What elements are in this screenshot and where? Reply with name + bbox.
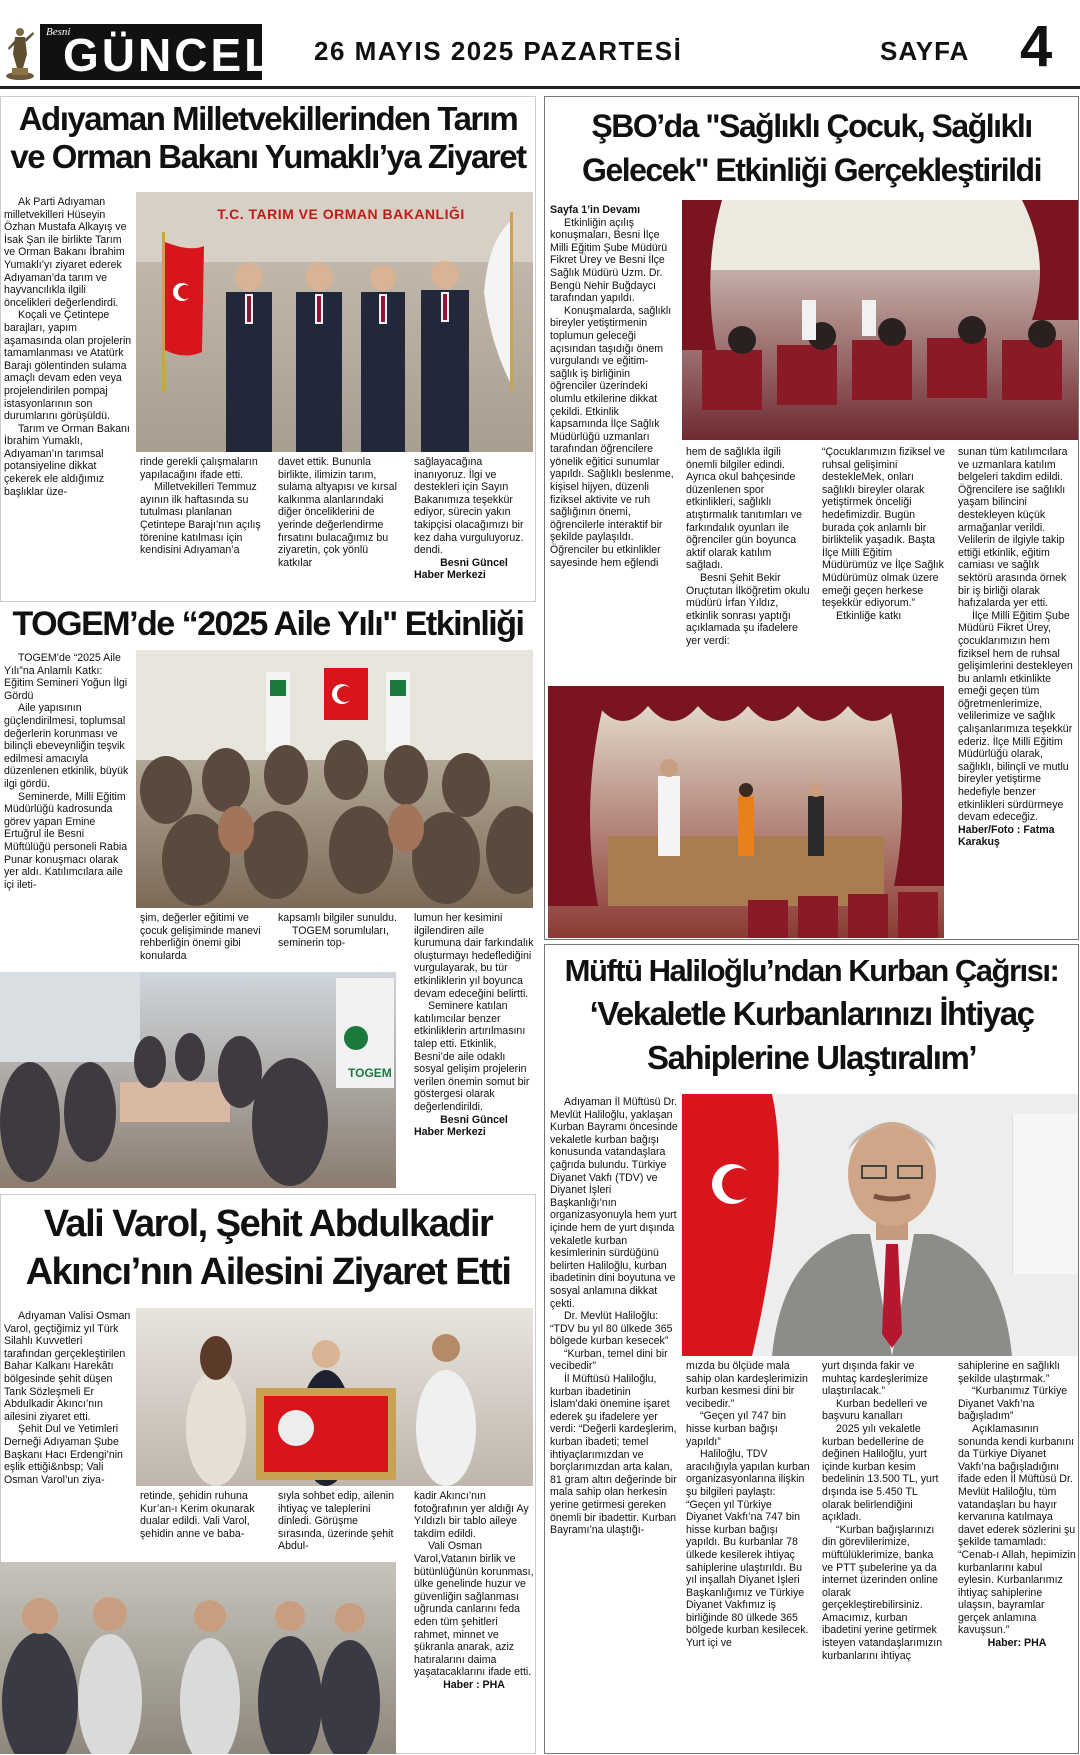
turkish-flag-left [160, 232, 206, 392]
article2-col2: şim, değerler eğitimi ve çocuk gelişiminde manevi rehberliğin önemi gibi konularda [140, 912, 261, 962]
officials-group [216, 242, 476, 452]
article4-byline: Haber/Foto : Fatma Karakuş [958, 823, 1055, 849]
brand-title: GÜNCEL [63, 29, 276, 81]
article1-byline-2: Haber Merkezi [414, 569, 486, 582]
stage-curtain-left-2 [548, 686, 608, 906]
article2-title: TOGEM’de “2025 Aile Yılı" Etkinliği [12, 605, 524, 643]
article3-byline: Haber : PHA [443, 1678, 505, 1691]
article4-continued: Sayfa 1’in Devamı [550, 204, 641, 216]
article1-col1: Ak Parti Adıyaman milletvekilleri Hüseyin Özhan Mustafa Alkayış ve İsak Şan ile birlikte Tarım ve Orman Bakanı İbrahim Yumaklı’yı ziyaret ederek Adıyaman’da tarım ve hayvancılıkla ilgili öncelikleri değerlendirdi. Koçali ve Çetintepe barajları, yapım aşamasında olan projelerin tamamlanması ve Atatürk Barajı gölentinden sulama amaçlı devam eden veya projelendirilen pompaj istasyonlarının son durumlarını görüşüldü. Tarım ve Orman Bakanı İbrahim Yumaklı, Adıyaman’ın tarımsal potansiyeline dikkat çekerek ele aldığımız başlıklar üze- [4, 196, 132, 498]
article4-photo-classroom [682, 200, 1078, 440]
article5-title-3: Sahiplerine Ulaştıralım’ [647, 1039, 976, 1076]
article5-col3: yurt dışında fakir ve muhtaç kardeşlerimize ulaştırılacak.” Kurban bedelleri ve başvuru kanalları 2025 yılı vekaletle kurban bedellerine de değinen Haliloğlu, yurt içinde kurban kesim bedelinin 13.500 TL, yurt dışında ise 5.450 TL olarak belirlendiğini açıkladı. “Kurban bağışlarınızı din görevlilerimize, müftülüklerimize, banka ve PTT şubelerine ya da internet üzerinden online olarak gerçekleştirebilirsiniz. Amacımız, kurban ibadetini yerine getirmek isteyen vatandaşlarımızın kurbanlarını ihtiyaç [822, 1360, 943, 1662]
masthead-rule [0, 86, 1080, 89]
article2-col1: TOGEM’de “2025 Aile Yılı”na Anlamlı Katkı: Eğitim Semineri Yoğun İlgi Gördü Aile yapısının güçlendirilmesi, toplumsal değerlerin korunması ve bilinçli ebeveynliğin teşvik edilmesi amacıyla düzenlenen etkinlik, büyük ilgi gördü. Seminerde, Milli Eğitim Müdürlüğü kadrosunda görev yapan Emine Ertuğrul ile Besni Müftülüğü personeli Rabia Punar konuşmacı olarak yer aldı. Katılımcılara aile içi ileti- [4, 652, 129, 891]
article2-byline-2: Haber Merkezi [414, 1126, 486, 1139]
brand-small: Besni [46, 26, 71, 38]
issue-date: 26 MAYIS 2025 PAZARTESİ [314, 36, 683, 66]
article4-col1: Sayfa 1’in Devamı Etkinliğin açılış konuşmaları, Besni İlçe Milli Eğitim Şube Müdürü Fikret Ürey ve Besni İlçe Sağlık Müdürü Uzm. Dr. Bengü Nehir Buğdaycı tarafından yapıldı. Konuşmalarda, sağlıklı bireyler yetiştirmenin toplumun geleceği açısından taşıdığı önem vurgulandı ve eğitim- sağlık iş birliğinin öğrenciler üzerindeki olumlu etkilerine dikkat çekildi. Etkinlik kapsamında İlçe Sağlık Müdürlüğü uzmanları tarafından öğrencilere yönelik eğitici sunumlar yapıldı. Sağlıklı beslenme, kişisel hijyen, düzenli fiziksel aktivite ve ruh sağlığının önemi, öğrencilerle interaktif bir şekilde paylaşıldı. Öğrenciler bu etkinlikler sayesinde hem eğlendi [550, 204, 678, 682]
article3-col4: kadir Akıncı’nın fotoğrafının yer aldığı Ay Yıldızlı bir tablo aileye takdim edildi. Vali Osman Varol,Vatanın birlik ve bütünlüğünün korunması, ülke genelinde huzur ve güvenliğin sağlanması uğrunda canlarını feda eden tüm şehitleri rahmet, minnet ve şükranla anarak, aziz hatıralarını daima yaşatacaklarını ifade etti. Haber : PHA [414, 1490, 534, 1691]
handshake-crowd [0, 1572, 396, 1754]
article3-title: Vali Varol, Şehit Abdulkadir Akıncı’nın Ailesini Ziyaret Etti [25, 1203, 511, 1293]
turkish-flag-center [324, 668, 368, 720]
mufti-portrait [752, 1104, 1032, 1356]
article3-col1: Adıyaman Valisi Osman Varol, geçtiğimiz yıl Türk Silahlı Kuvvetleri tarafından gerçekleştirilen Bahar Kalkanı Harekâtı bölgesinde şehit düşen Tank Sözleşmeli Er Abdulkadir Akıncı’nın ailesini ziyaret etti. Şehit Dul ve Yetimleri Derneği Adıyaman Şube Başkanı Hacı Erdengi’nin eşlik ettiği&nbsp; Vali Osman Varol’un ziya- [4, 1310, 131, 1486]
article5-col4: sahiplerine en sağlıklı şekilde ulaştırmak.” “Kurbanımız Türkiye Diyanet Vakfı’na bağışladım” Açıklamasının sonunda kendi kurbanını da Türkiye Diyanet Vakfı’na bağışladığını ifade eden İl Müftüsü Dr. Mevlüt Haliloğlu, tüm vatandaşları bu hayır kervanına katılmaya davet ederek sözlerini şu şekilde tamamladı: “Cenab-ı Allah, hepimizin kurbanlarını kabul eylesin. Kurbanlarımız ihtiyaç sahiplerine ulaşsın, bayramlar gerçek anlamına kavuşsun.” Haber: PHA [958, 1360, 1076, 1650]
article1-photo [136, 192, 533, 452]
article3-col3: sıyla sohbet edip, ailenin ihtiyaç ve taleplerini dinledi. Görüşme sırasında, üzerinde şehit Abdul- [278, 1490, 395, 1553]
dining-women [0, 1002, 340, 1188]
article2-byline: Besni Güncel [440, 1113, 508, 1126]
article4-col4: sunan tüm katılımcılara ve uzmanlara katılım belgeleri takdim edildi. Öğrencilere ise sağlıklı yaşam bilincini destekleyen küçük armağanlar verildi. Velilerin de ilgiyle takip ettiği etkinlik, eğitim camiası ve sağlık sektörü arasında örnek bir iş birliği olarak hafızalarda yer etti. İlçe Milli Eğitim Şube Müdürü Fikret Ürey, çocuklarımızın hem fiziksel hem de ruhsal gelişimlerini destekleyen bu anlamlı etkinlikte emeği geçen tüm öğretmenlerimize, velilerimize ve sağlık çalışanlarımıza teşekkür ederiz. İlçe Milli Eğitim Müdürlüğü olarak, sağlıklı, bilinçli ve mutlu bireyler yetiştirme hedefiyle benzer etkinlikleri sürdürmeye devam edeceğiz. Haber/Foto : Fatma Karakuş [958, 446, 1076, 936]
page-label: SAYFA [880, 36, 970, 66]
article2-col3: kapsamlı bilgiler sunuldu. TOGEM sorumluları, seminerin top- [278, 912, 397, 950]
article1-col4: sağlayacağına inanıyoruz. İlgi ve destekleri için Sayın Bakanımıza teşekkür ediyor, sürecin yakın takipçisi olacağımızı bir kez daha vurguluyoruz. dendi. Besni Güncel Haber Merkezi [414, 456, 534, 598]
family-group [176, 1318, 506, 1486]
ministry-sign: T.C. TARIM VE ORMAN BAKANLIĞI [217, 206, 465, 222]
article4-col2: hem de sağlıkla ilgili önemli bilgiler edindi. Ayrıca okul bahçesinde düzenlenen spor etkinlikleri, sağlıklı atıştırmalık tanıtımları ve farkındalık oyunları ile öğrenciler gün boyunca aktif olarak katılım sağladı. Besni Şehit Bekir Oruçtutan İlköğretim okulu müdürü İrfan Yıldız, etkinlik sonrası yaptığı açıklamada şu ifadelere yer verdi: [686, 446, 810, 647]
article5-photo-mufti [682, 1094, 1078, 1356]
article1-byline: Besni Güncel [440, 556, 508, 569]
article1-col3: davet ettik. Bununla birlikte, ilimizin tarım, sulama altyapısı ve kırsal kalkınma alanlarındaki diğer önceliklerini de yerinde değerlendirme fırsatını bulacağımız bu ziyaretin, çok yönlü katkılar [278, 456, 397, 569]
article3-col2: retinde, şehidin ruhuna Kur’an-ı Kerim okunarak dualar edildi. Vali Varol, şehidin anne ve baba- [140, 1490, 255, 1540]
article1-title: Adıyaman Milletvekillerinden Tarım ve Orman Bakanı Yumaklı’ya Ziyaret [10, 100, 526, 175]
article2-photo-table [0, 972, 396, 1188]
article5-col1: Adıyaman İl Müftüsü Dr. Mevlüt Haliloğlu, yaklaşan Kurban Bayramı öncesinde vekaletle kurban bağışı konusunda vatandaşlara çağrıda bulundu. Türkiye Diyanet Vakfı (TDV) ve Diyanet İşleri Başkanlığı’nın organizasyonuyla hem yurt içinde hem de yurt dışında vekaletle kurban kesimlerinin sürdüğünü belirten Haliloğlu, kurban ibadetinin dini boyutuna ve sosyal anlamına dikkat çekti. Dr. Mevlüt Haliloğlu: “TDV bu yıl 80 ülkede 365 bölgede kurban kesecek” “Kurban, temel dini bir vecibedir” İl Müftüsü Haliloğlu, kurban ibadetinin İslam’daki önemine işaret ederek şu ifadelere yer verdi: “Değerli kardeşlerim, kurban ibadeti; temel ihtiyaçlarımızdan ve borçlarımızdan arta kalan, 81 gram altın değerinde bir mala sahip olan herkesin yerine getirmesi gereken önemli bir ibadettir. Kurban Bayramı’na ulaştığı- [550, 1096, 678, 1537]
front-row-seats [748, 886, 944, 938]
page-number: 4 [1020, 14, 1053, 79]
article4-title: ŞBO’da "Sağlıklı Çocuk, Sağlıklı Gelecek" Etkinliği Gerçekleştirildi [582, 108, 1041, 188]
togem-sign-label: TOGEM [348, 1066, 392, 1080]
article5-title-2: ‘Vekaletle Kurbanlarınızı İhtiyaç [589, 995, 1034, 1032]
article1-col2: rinde gerekli çalışmaların yapılacağını ifade etti. Milletvekilleri Temmuz ayının ilk haftasında su tutulması planlanan Çetintepe Barajı’nın açılış törenine katılması için kendisini Adıyaman’a [140, 456, 261, 557]
article3-photo-frame [136, 1308, 533, 1486]
statue-logo-icon [4, 22, 36, 80]
article2-photo-seminar [136, 650, 533, 908]
article5-col2: mızda bu ölçüde mala sahip olan kardeşlerimizin kurban kesmesi dini bir vecibedir.” “Geçen yıl 747 bin hisse kurban bağışı yapıldı” Haliloğlu, TDV aracılığıyla yapılan kurban organizasyonlarına ilişkin şu bilgileri paylaştı: “Geçen yıl Türkiye Diyanet Vakfı’na 747 bin hisse kurban bağışı yapıldı. Bu kurbanlar 78 ülkede kesilerek ihtiyaç sahiplerine ulaştırıldı. Bu yıl inşallah Diyanet İşleri Başkanlığımız ve Türkiye Diyanet Vakfımız iş birliğinde 80 ülkede 365 bölgede kurban kesilecek. Yurt içi ve [686, 1360, 810, 1650]
classroom-seats [682, 300, 1078, 440]
article4-photo-stage [548, 686, 944, 938]
article3-photo-handshake [0, 1562, 396, 1754]
article5-title-1: Müftü Haliloğlu’ndan Kurban Çağrısı: [564, 953, 1059, 988]
white-flag-right [476, 212, 516, 392]
audience-women [136, 730, 533, 908]
article2-col4: lumun her kesimini ilgilendiren aile kurumuna dair farkındalık oluşturmayı hedeflediğini vurgulayarak, bu tür etkinliklerin yıl boyunca devam edeceğini belirtti. Seminere katılan katılımcılar benzer etkinliklerin artırılmasını talep etti. Etkinlik, Besni’de aile odaklı sosyal gelişim projelerin verilen önemin somut bir göstergesi olarak değerlendirildi. Besni Güncel Haber Merkezi [414, 912, 534, 1139]
article4-col3: “Çocuklarımızın fiziksel ve ruhsal gelişimini destekleMek, onları sağlıklı bireyler olarak yetiştirmek önceliği hedefimizdir. Bugün burada çok anlamlı bir birliktelik yaşadık. Başta İlçe Milli Eğitim Müdürümüz ve İlçe Sağlık Müdürümüz olmak üzere emeği geçen herkese teşekkür ediyorum.” Etkinliğe katkı [822, 446, 946, 622]
article5-byline: Haber: PHA [987, 1637, 1047, 1650]
